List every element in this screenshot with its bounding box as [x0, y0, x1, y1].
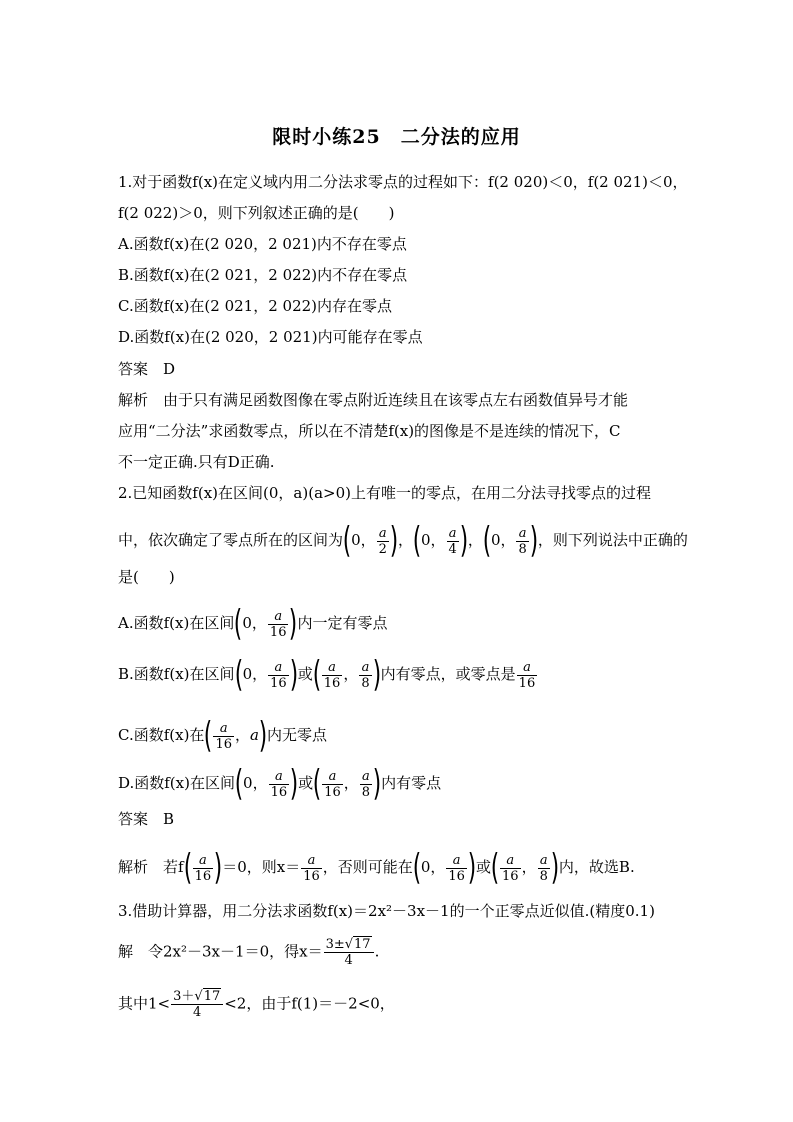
q2-option-d: D.函数f(x)在区间(0， $\frac{a}{16}$ )或( $\frac{a}{16}$ ， $\frac{a}{8}$ )内有零点	[118, 763, 442, 804]
q1-option-c: C.函数f(x)在(2 021，2 022)内存在零点	[118, 297, 393, 315]
root-fraction: $\frac{3\pm√17}{4}$	[324, 938, 374, 967]
q2-stem-text: 中，依次确定了零点所在的区间为	[118, 531, 344, 549]
q2-stem-text-end: ，则下列说法中正确的	[537, 531, 688, 549]
q1-option-b: B.函数f(x)在(2 021，2 022)内不存在零点	[118, 266, 408, 284]
q1-explanation-line1: 解析 由于只有满足函数图像在零点附近连续且在该零点左右函数值异号才能	[118, 391, 629, 409]
q2-stem-line1: 2.已知函数f(x)在区间(0，a)(a>0)上有唯一的零点，在用二分法寻找零点的过程	[118, 484, 651, 502]
q1-option-a: A.函数f(x)在(2 020，2 021)内不存在零点	[118, 235, 407, 253]
fraction: $\frac{a}{2}$	[378, 525, 387, 557]
q2-explanation: 解析 若f( $\frac{a}{16}$ )＝0，则x＝ $\frac{a}{16}$ ，否则可能在(0， $\frac{a}{16}$ )或( $\frac{a}{16}$ ， $\frac{a}{8}$ )内，故选B.	[118, 847, 635, 888]
q1-stem-line2: f(2 022)＞0，则下列叙述正确的是( )	[118, 204, 395, 222]
q1-explanation-line2: 应用“二分法”求函数零点，所以在不清楚f(x)的图像是不是连续的情况下，C	[118, 422, 621, 440]
q3-solution-line1: 解 令2x²－3x－1＝0，得x＝ $\frac{3\pm√17}{4}$ .	[118, 937, 380, 968]
fraction: $\frac{a}{4}$	[448, 525, 457, 557]
q2-stem-line2: 中，依次确定了零点所在的区间为(0， $\frac{a}{2}$ )，(0， $\frac{a}{4}$ )，(0， $\frac{a}{8}$ )，则下列说法中正确的	[118, 520, 688, 561]
q1-explanation-line3: 不一定正确.只有D正确.	[118, 453, 275, 471]
q3-solution-line2: 其中1< $\frac{3+√17}{4}$ <2，由于f(1)＝－2<0，	[118, 989, 395, 1020]
q2-option-b: B.函数f(x)在区间(0， $\frac{a}{16}$ )或( $\frac{a}{16}$ ， $\frac{a}{8}$ )内有零点，或零点是 $\frac{a}{16}$	[118, 654, 536, 695]
q2-option-a: A.函数f(x)在区间(0， $\frac{a}{16}$ )内一定有零点	[118, 603, 388, 644]
q1-stem-line1: 1.对于函数f(x)在定义域内用二分法求零点的过程如下：f(2 020)＜0，f(2 021)＜0，	[118, 173, 688, 191]
q3-stem: 3.借助计算器，用二分法求函数f(x)＝2x²－3x－1的一个正零点近似值.(精度0.1)	[118, 902, 655, 920]
page-title: 限时小练25 二分法的应用	[272, 126, 521, 148]
q2-option-c: C.函数f(x)在( $\frac{a}{16}$ ，a)内无零点	[118, 715, 328, 756]
root-fraction: $\frac{3+√17}{4}$	[171, 990, 223, 1019]
fraction: $\frac{a}{8}$	[518, 525, 527, 557]
q2-answer: 答案 B	[118, 810, 175, 828]
q2-stem-line3: 是( )	[118, 568, 175, 586]
q1-answer: 答案 D	[118, 360, 176, 378]
q1-option-d: D.函数f(x)在(2 020，2 021)内可能存在零点	[118, 328, 423, 346]
